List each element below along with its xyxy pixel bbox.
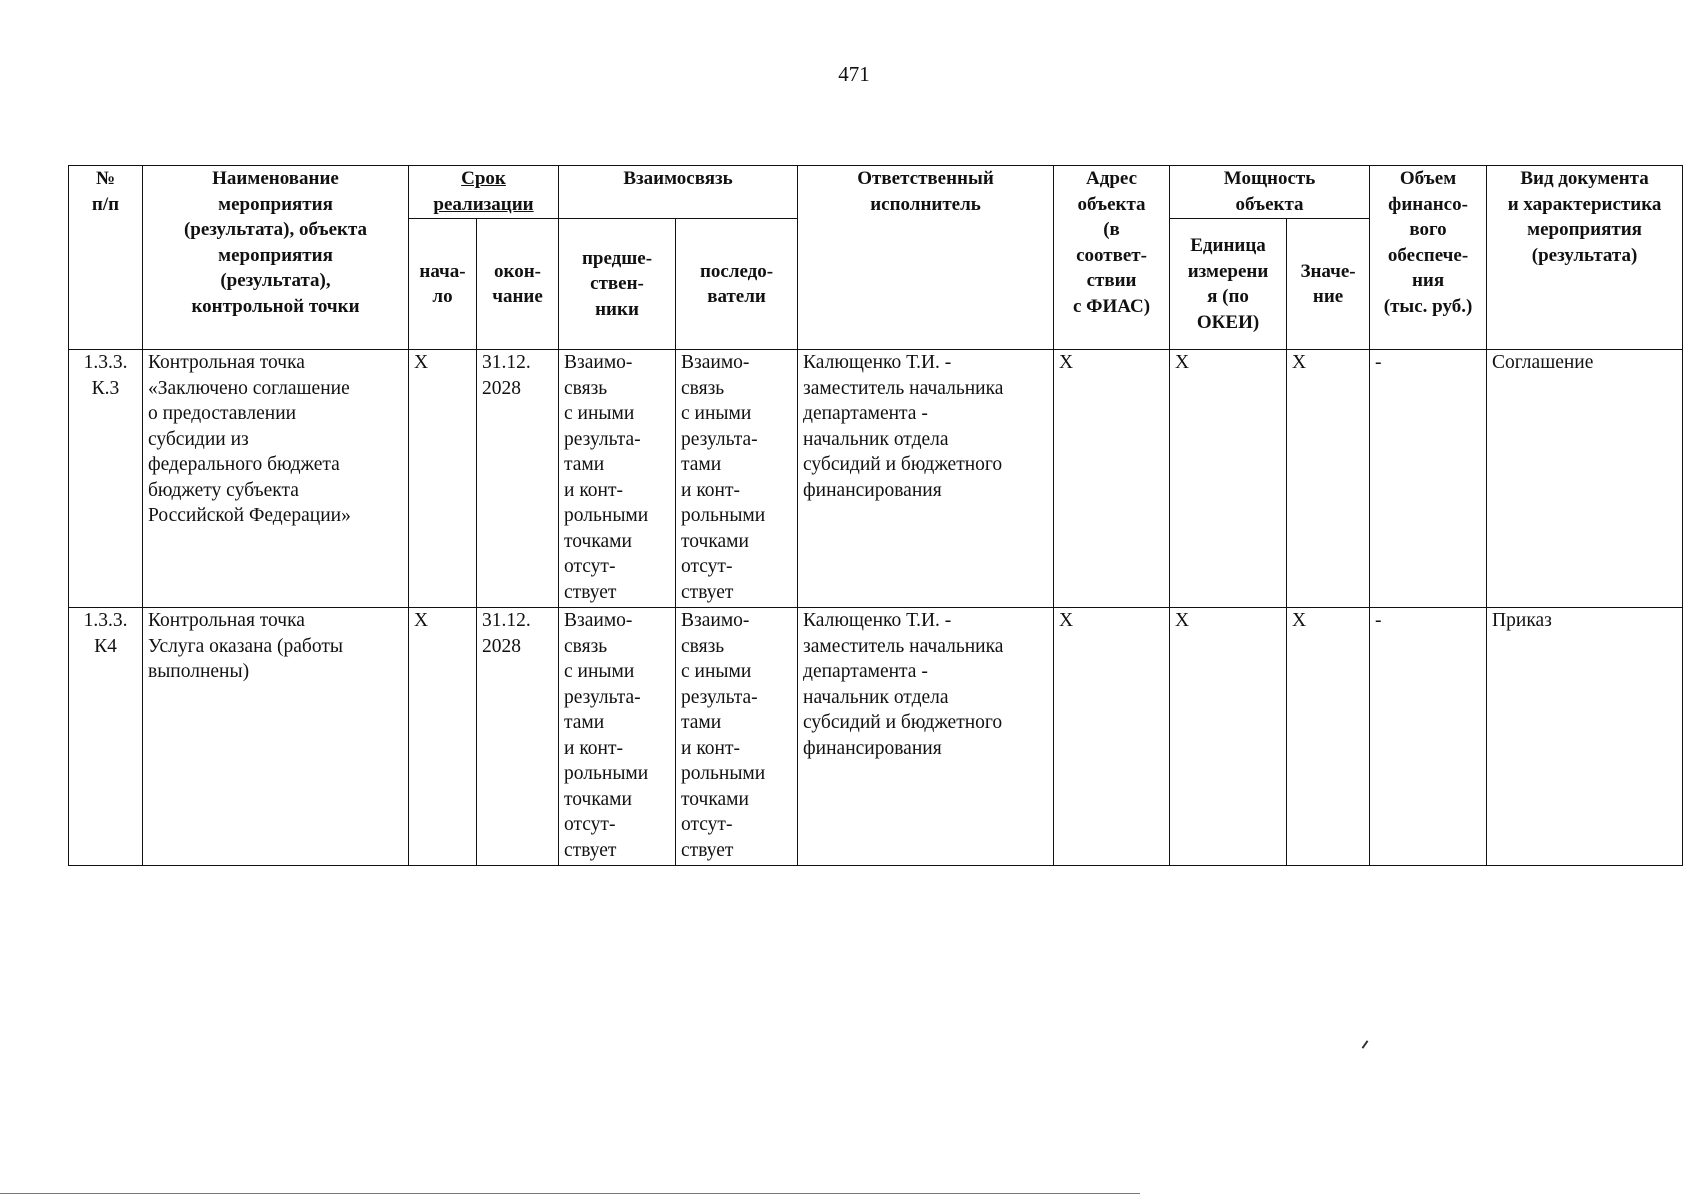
header-doc: Вид документа и характеристика мероприятия (результата) bbox=[1487, 166, 1683, 350]
row-address: Х bbox=[1054, 608, 1170, 866]
header-row-top bbox=[69, 166, 1683, 219]
scan-edge-line bbox=[0, 1193, 1140, 1194]
header-relation: Взаимосвязь bbox=[559, 166, 798, 219]
header-capacity-value: Значе- ние bbox=[1287, 219, 1370, 350]
page-number: 471 bbox=[838, 62, 870, 86]
header-relation-next: последо- ватели bbox=[676, 219, 798, 350]
row-doc: Приказ bbox=[1487, 608, 1683, 866]
header-responsible: Ответственный исполнитель bbox=[798, 166, 1054, 350]
header-capacity: Мощность объекта bbox=[1170, 166, 1370, 219]
row-end: 31.12. 2028 bbox=[477, 608, 559, 866]
row-finance: - bbox=[1370, 350, 1487, 608]
row-num: 1.3.3. К4 bbox=[69, 608, 143, 866]
row-unit: Х bbox=[1170, 350, 1287, 608]
row-name: Контрольная точка Услуга оказана (работы выполнены) bbox=[143, 608, 409, 866]
row-finance: - bbox=[1370, 608, 1487, 866]
header-term-end: окон- чание bbox=[477, 219, 559, 350]
row-responsible: Калющенко Т.И. - заместитель начальника департамента - начальник отдела субсидий и бюджетного финансирования bbox=[798, 350, 1054, 608]
row-next: Взаимо- связь с иными результа- тами и конт- рольными точками отсут- ствует bbox=[676, 350, 798, 608]
scan-mark bbox=[1362, 1040, 1369, 1049]
header-finance: Объем финансо- вого обеспече- ния (тыс. руб.) bbox=[1370, 166, 1487, 350]
row-value: Х bbox=[1287, 350, 1370, 608]
row-prev: Взаимо- связь с иными результа- тами и конт- рольными точками отсут- ствует bbox=[559, 608, 676, 866]
header-capacity-unit: Единица измерени я (по ОКЕИ) bbox=[1170, 219, 1287, 350]
header-name: Наименование мероприятия (результата), объекта мероприятия (результата), контрольной точки bbox=[143, 166, 409, 350]
header-term: Срок реализации bbox=[409, 166, 559, 219]
header-relation-prev: предше- ствен- ники bbox=[559, 219, 676, 350]
row-value: Х bbox=[1287, 608, 1370, 866]
row-start: Х bbox=[409, 350, 477, 608]
row-start: Х bbox=[409, 608, 477, 866]
row-num: 1.3.3. К.3 bbox=[69, 350, 143, 608]
table-row bbox=[69, 608, 1683, 866]
header-address: Адрес объекта (в соответ- ствии с ФИАС) bbox=[1054, 166, 1170, 350]
row-doc: Соглашение bbox=[1487, 350, 1683, 608]
table-row bbox=[69, 350, 1683, 608]
header-num: № п/п bbox=[69, 166, 143, 350]
row-unit: Х bbox=[1170, 608, 1287, 866]
row-name: Контрольная точка «Заключено соглашение о предоставлении субсидии из федерального бюджета бюджету субъекта Российской Федерации» bbox=[143, 350, 409, 608]
plan-table bbox=[68, 165, 1683, 866]
header-term-start: нача- ло bbox=[409, 219, 477, 350]
row-next: Взаимо- связь с иными результа- тами и конт- рольными точками отсут- ствует bbox=[676, 608, 798, 866]
row-prev: Взаимо- связь с иными результа- тами и конт- рольными точками отсут- ствует bbox=[559, 350, 676, 608]
row-address: Х bbox=[1054, 350, 1170, 608]
row-responsible: Калющенко Т.И. - заместитель начальника департамента - начальник отдела субсидий и бюджетного финансирования bbox=[798, 608, 1054, 866]
row-end: 31.12. 2028 bbox=[477, 350, 559, 608]
